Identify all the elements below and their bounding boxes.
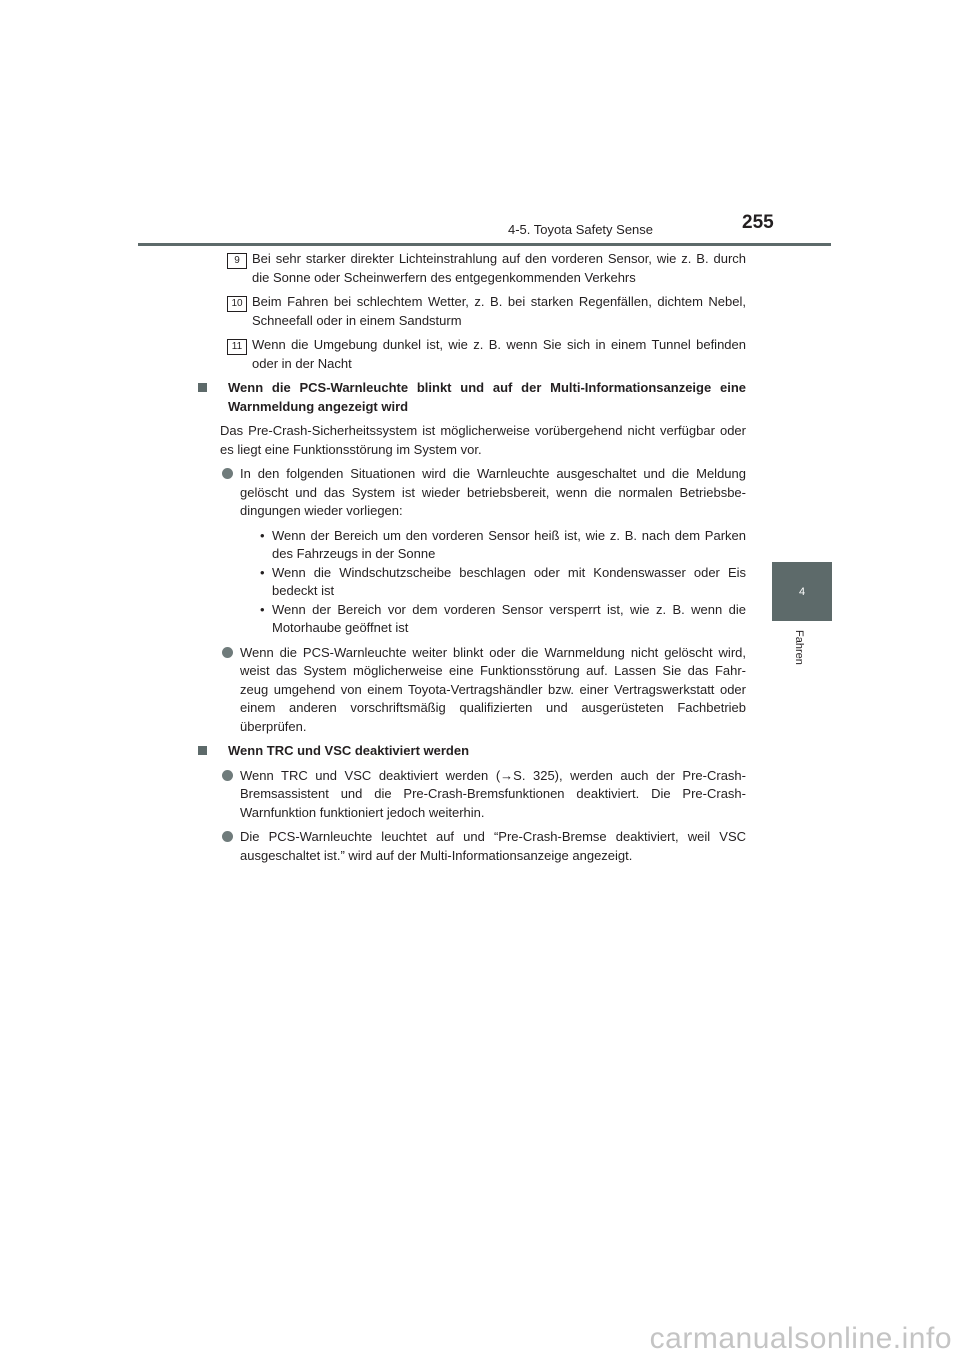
item-text: Wenn die Umgebung dunkel ist, wie z. B. wenn Sie sich in einem Tunnel befinden oder in der Nacht [252, 337, 746, 371]
page-number: 255 [742, 212, 774, 233]
sub-list-item: • Wenn der Bereich um den vorderen Sensor heiß ist, wie z. B. nach dem Parken des Fahrzeugs in der Sonne [260, 527, 746, 561]
sub-list-item: • Wenn der Bereich vor dem vorderen Sensor versperrt ist, wie z. B. wenn die Motorhaube geöffnet ist [260, 601, 746, 635]
sub-list-item: • Wenn die Windschutzscheibe beschlagen oder mit Kondenswasser oder Eis bedeckt ist [260, 564, 746, 598]
square-bullet-icon [198, 746, 207, 755]
bullet-item: Wenn TRC und VSC deaktiviert werden (→S. 325), werden auch der Pre-Crash-Bremsassistent und die Pre-Crash-Bremsfunktionen deaktiviert. Die Pre-Crash-Warnfunktion funktioniert jedoch weiterhin. [220, 767, 746, 823]
numbered-item-9 [220, 250, 746, 287]
circle-bullet-icon [222, 647, 233, 658]
section-heading-trc-vsc: Wenn TRC und VSC deaktiviert werden [220, 742, 746, 761]
chapter-name: Fahren [793, 630, 805, 665]
bullet-item: In den folgenden Situationen wird die Warnleuchte ausgeschaltet und die Meldung gelöscht und das System ist wieder betriebsbereit, wenn die normalen Betriebsbe-dingungen wieder vorliegen: • Wenn der Bereich um den vorderen Sensor heiß ist, wie z. B. nach dem Parken des Fahrzeugs in der Sonne • Wenn die Windschutzscheibe beschlagen oder mit Kondenswasser oder Eis bedeckt ist • Wenn der Bereich vor dem vorderen Sensor versperrt ist, wie z. B. wenn die Motorhaube geöffnet ist [220, 465, 746, 638]
numbered-item-11 [220, 336, 746, 373]
dot-bullet-icon: • [260, 527, 265, 543]
page-content [220, 250, 746, 865]
section-heading-pcs-warning: Wenn die PCS-Warnleuchte blinkt und auf der Multi-Informationsanzeige eine Warnmeldung angezeigt wird [220, 379, 746, 416]
chapter-tab [772, 562, 832, 621]
circle-bullet-icon [222, 468, 233, 479]
dot-bullet-icon: • [260, 601, 265, 617]
section-intro: Das Pre-Crash-Sicherheitssystem ist möglicherweise vorübergehend nicht verfügbar oder es liegt eine Funktionsstörung im System vor. [220, 423, 746, 457]
header-rule [138, 243, 831, 246]
item-text: Beim Fahren bei schlechtem Wetter, z. B. bei starken Regenfällen, dichtem Nebel, Schneefall oder in einem Sandsturm [252, 294, 746, 328]
chapter-number: 4 [798, 585, 806, 598]
item-number-badge: 10 [227, 296, 247, 312]
circle-bullet-icon [222, 770, 233, 781]
bullet-item: Wenn die PCS-Warnleuchte weiter blinkt oder die Warnmeldung nicht gelöscht wird, weist das System möglicherweise eine Funktionsstörung auf. Lassen Sie das Fahr-zeug umgehend von einem Toyota-Vertragshändler bzw. einer Vertragswerkstatt oder einem anderen vorschriftsmäßig qualifizierten und ausgerüsteten Fachbetrieb überprüfen. [220, 644, 746, 737]
sub-list [240, 527, 746, 638]
item-number-badge: 9 [227, 253, 247, 269]
bullet-item: Die PCS-Warnleuchte leuchtet auf und “Pre-Crash-Bremse deaktiviert, weil VSC ausgeschaltet ist.” wird auf der Multi-Informationsanzeige angezeigt. [220, 828, 746, 865]
item-text: Bei sehr starker direkter Lichteinstrahlung auf den vorderen Sensor, wie z. B. durch die Sonne oder Scheinwerfern des entgegenkommenden Verkehrs [252, 251, 746, 285]
square-bullet-icon [198, 383, 207, 392]
item-number-badge: 11 [227, 339, 247, 355]
circle-bullet-icon [222, 831, 233, 842]
watermark: carmanualsonline.info [649, 1322, 952, 1355]
dot-bullet-icon: • [260, 564, 265, 580]
section-header: 4-5. Toyota Safety Sense [508, 222, 654, 237]
numbered-item-10 [220, 293, 746, 330]
